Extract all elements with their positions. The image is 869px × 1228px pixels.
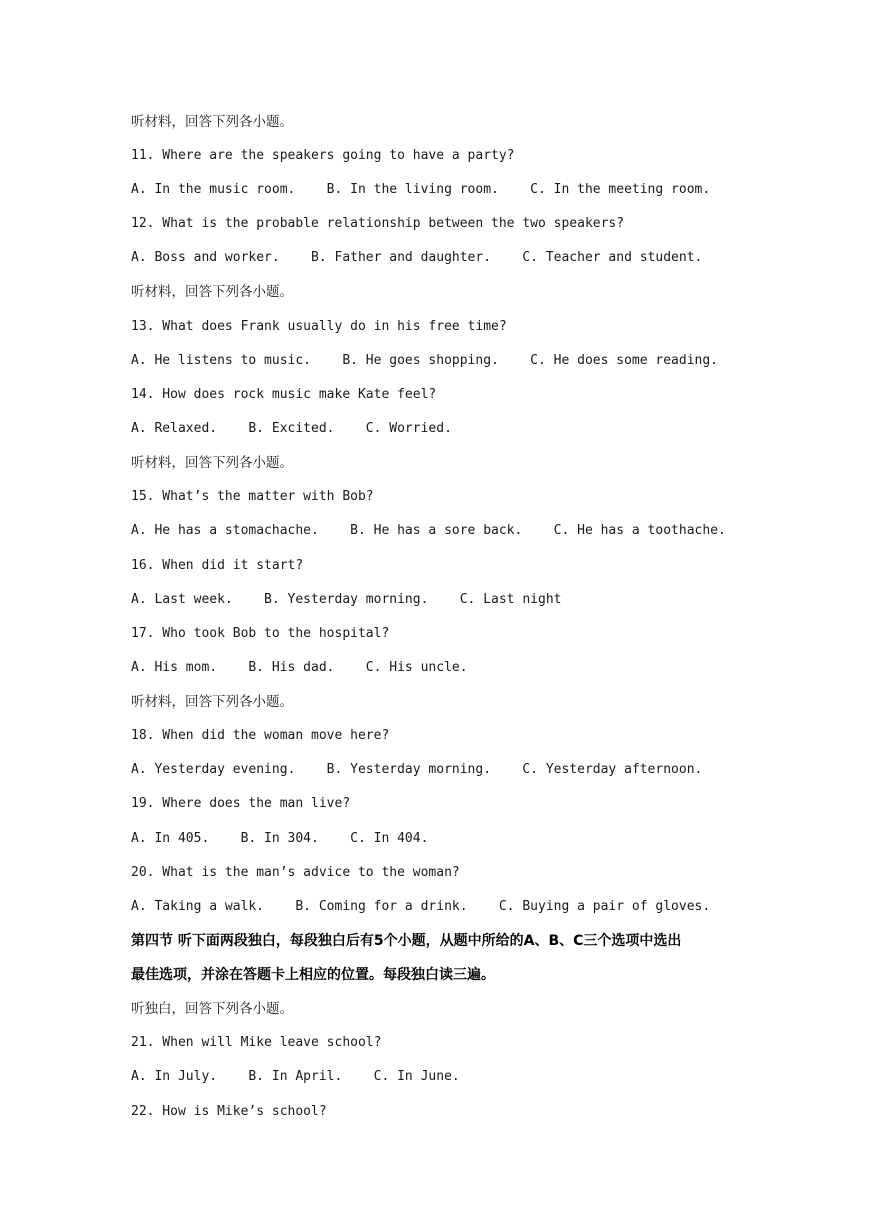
options-18: A. Yesterday evening. B. Yesterday morning. C. Yesterday afternoon. bbox=[131, 762, 703, 777]
instruction-line: 听材料，回答下列各小题。 bbox=[131, 694, 293, 710]
question-13: 13. What does Frank usually do in his free time? bbox=[131, 319, 507, 334]
question-16: 16. When did it start? bbox=[131, 558, 304, 573]
options-15: A. He has a stomachache. B. He has a sore back. C. He has a toothache. bbox=[131, 523, 726, 538]
instruction-line: 听独白，回答下列各小题。 bbox=[131, 1001, 293, 1017]
options-19: A. In 405. B. In 304. C. In 404. bbox=[131, 831, 429, 846]
options-13: A. He listens to music. B. He goes shopping. C. He does some reading. bbox=[131, 353, 718, 368]
instruction-line: 听材料，回答下列各小题。 bbox=[131, 284, 293, 300]
options-20: A. Taking a walk. B. Coming for a drink. C. Buying a pair of gloves. bbox=[131, 899, 711, 914]
question-20: 20. What is the man’s advice to the woman? bbox=[131, 865, 460, 880]
section-heading: 最佳选项，并涂在答题卡上相应的位置。每段独白读三遍。 bbox=[131, 967, 495, 983]
question-12: 12. What is the probable relationship between the two speakers? bbox=[131, 216, 625, 231]
options-17: A. His mom. B. His dad. C. His uncle. bbox=[131, 660, 468, 675]
section-heading: 第四节 听下面两段独白，每段独白后有5个小题，从题中所给的A、B、C三个选项中选出 bbox=[131, 933, 682, 949]
question-14: 14. How does rock music make Kate feel? bbox=[131, 387, 437, 402]
options-14: A. Relaxed. B. Excited. C. Worried. bbox=[131, 421, 452, 436]
options-11: A. In the music room. B. In the living room. C. In the meeting room. bbox=[131, 182, 711, 197]
question-17: 17. Who took Bob to the hospital? bbox=[131, 626, 390, 641]
question-11: 11. Where are the speakers going to have a party? bbox=[131, 148, 515, 163]
question-18: 18. When did the woman move here? bbox=[131, 728, 390, 743]
options-12: A. Boss and worker. B. Father and daughter. C. Teacher and student. bbox=[131, 250, 703, 265]
instruction-line: 听材料，回答下列各小题。 bbox=[131, 455, 293, 471]
instruction-line: 听材料，回答下列各小题。 bbox=[131, 114, 293, 130]
question-15: 15. What’s the matter with Bob? bbox=[131, 489, 374, 504]
question-22: 22. How is Mike’s school? bbox=[131, 1104, 327, 1119]
options-21: A. In July. B. In April. C. In June. bbox=[131, 1069, 460, 1084]
question-21: 21. When will Mike leave school? bbox=[131, 1035, 382, 1050]
question-19: 19. Where does the man live? bbox=[131, 796, 351, 811]
options-16: A. Last week. B. Yesterday morning. C. Last night bbox=[131, 592, 562, 607]
